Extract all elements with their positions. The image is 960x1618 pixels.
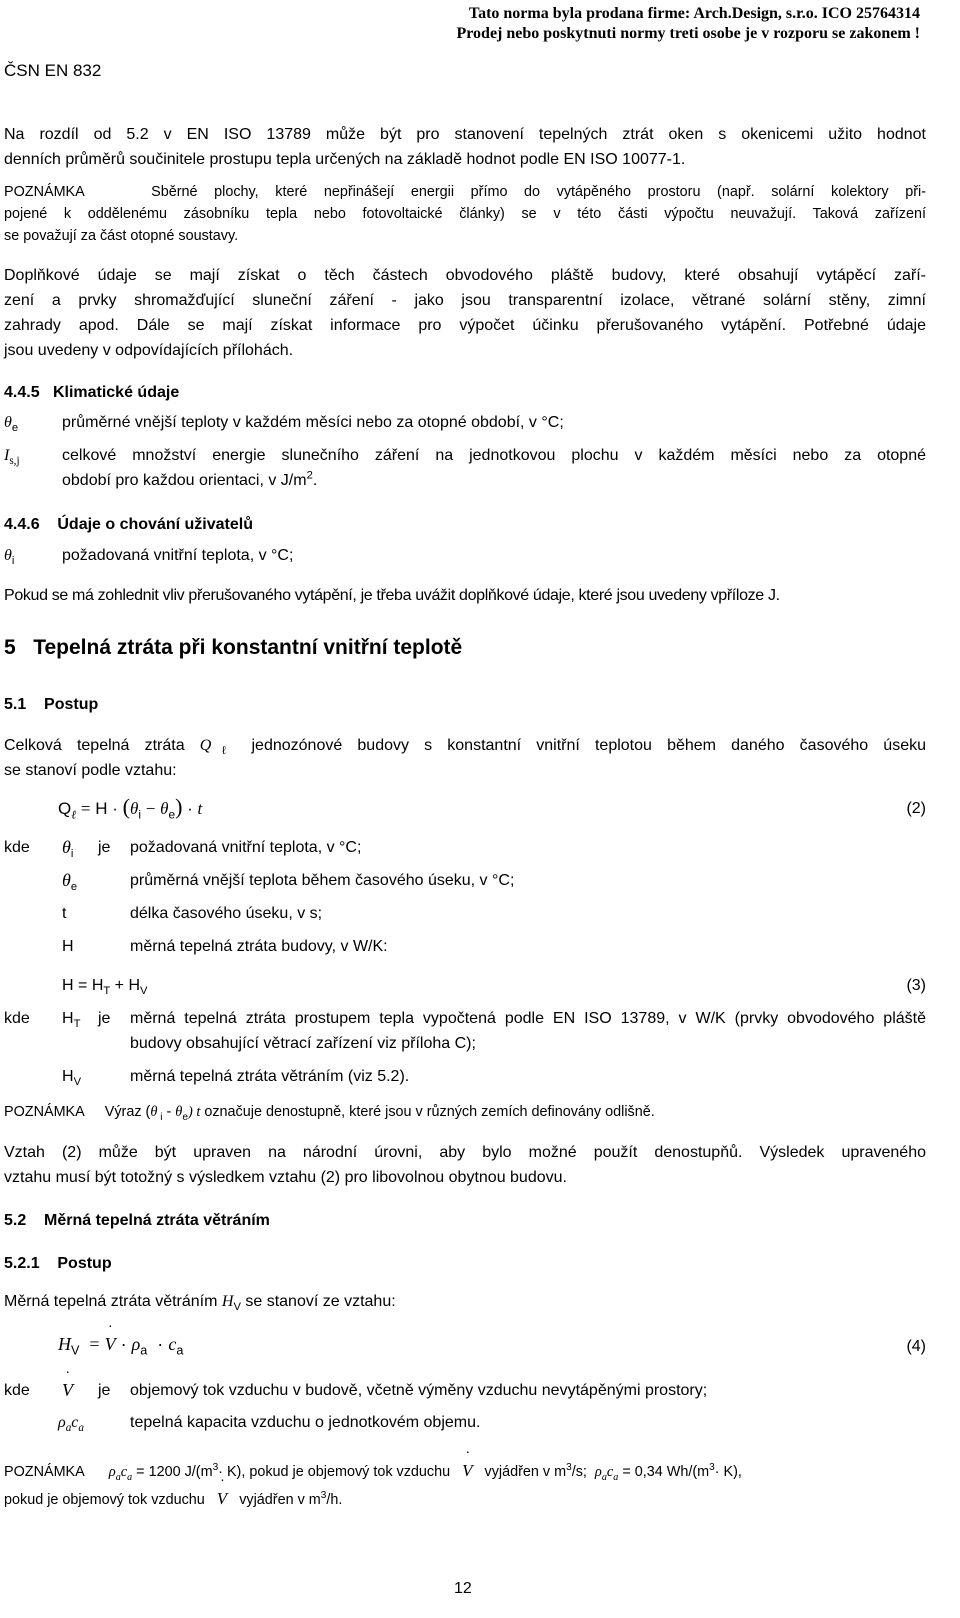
note3-text: · K), [714, 1464, 742, 1480]
subscript: T [103, 985, 111, 998]
theta-symbol: θ [150, 1104, 158, 1120]
subscript: e [11, 422, 19, 435]
superscript: 2 [306, 469, 313, 482]
times-dot: · [112, 799, 118, 818]
note3-text: · K), pokud je objemový tok vzduchu [218, 1464, 451, 1480]
v-dot-symbol: ˙ V [62, 1378, 73, 1403]
symbol-is-j [4, 443, 20, 468]
t-symbol: t [197, 799, 203, 818]
equation-2-number: (2) [906, 800, 926, 817]
section-51-heading [4, 692, 98, 717]
where-hv-desc: měrná tepelná ztráta větráním (viz 5.2). [130, 1068, 410, 1085]
where-sym-3: t [62, 905, 67, 922]
h-symbol: H [62, 977, 74, 994]
note2 [4, 1101, 655, 1123]
superscript: 3 [320, 1490, 327, 1502]
section-52-heading [4, 1208, 270, 1233]
where-desc-1: požadovaná vnitřní teplota, v °C; [130, 839, 362, 856]
sale-notice [160, 4, 920, 44]
subscript: e [70, 881, 78, 894]
note3-text: vyjádřen v m [239, 1492, 321, 1508]
page-number: 12 [454, 1580, 472, 1597]
c-symbol: c [71, 1414, 79, 1431]
superscript: 3 [709, 1462, 715, 1474]
note-label: POZNÁMKA [4, 184, 85, 200]
theta-symbol: θ [62, 837, 71, 857]
section-number: 4.4.6 [4, 516, 40, 533]
c-symbol: c [606, 1464, 614, 1480]
section-title: Tepelná ztráta při konstantní vnitřní teplotě [33, 636, 463, 659]
subscript: s,j [9, 455, 20, 468]
where-v-desc: objemový tok vzduchu v budově, včetně výměny vzduchu nevytápěnými prostory; [130, 1382, 708, 1399]
h-symbol: H [62, 1010, 74, 1027]
paren-close: ) [187, 1104, 197, 1120]
theta-symbol: θ [4, 547, 12, 564]
subscript: i [70, 848, 74, 861]
times-dot: · [157, 1334, 164, 1354]
section-number: 4.4.5 [4, 384, 40, 401]
subscript: a [65, 1422, 72, 1435]
rho-symbol: ρ [131, 1334, 141, 1354]
symbol-theta-i [4, 543, 14, 568]
where-sym-4: H [62, 938, 74, 955]
where-desc-4: měrná tepelná ztráta budovy, v W/K: [130, 938, 388, 955]
v-dot-symbol: ˙ V [462, 1460, 472, 1482]
where-je: je [98, 839, 111, 856]
standard-id: ČSN EN 832 [4, 61, 102, 80]
theta-symbol: θ [160, 799, 169, 818]
section-title: Údaje o chování uživatelů [57, 516, 253, 533]
where-sym-rhoc [58, 1410, 84, 1435]
h-symbol: H [58, 1334, 71, 1354]
theta-symbol: θ [62, 870, 71, 890]
subscript: a [78, 1422, 84, 1435]
times-dot: · [187, 799, 193, 818]
section-number: 5.2 [4, 1212, 27, 1229]
section-446-heading [4, 512, 253, 537]
sale-notice-line-2: Prodej nebo poskytnuti normy treti osobe je v rozporu se zakonem ! [456, 25, 920, 42]
equation-3 [62, 973, 147, 998]
where-ht-desc-1: měrná tepelná ztráta prostupem tepla vypočtená podle EN ISO 13789, v W/K (prvky obvodového pláště [130, 1010, 926, 1027]
where-kde: kde [4, 839, 30, 856]
para-eq2-line-1: Vztah (2) může být upraven na národní úrovni, aby bylo možné použít denostupňů. Výsledek upraveného [4, 1144, 926, 1161]
para-supp-line-3: zahrady apod. Dále se mají získat informace pro výpočet účinku přerušovaného vytápění. Potřebné údaje [4, 317, 926, 334]
subscript: a [613, 1471, 619, 1483]
equals-sign: = [89, 1334, 100, 1354]
section-title: Klimatické údaje [52, 384, 180, 401]
equation-3-number: (3) [906, 977, 926, 994]
is-desc-line-2 [62, 468, 317, 493]
where-desc-2: průměrná vnější teplota během časového úseku, v °C; [130, 872, 515, 889]
note-label: POZNÁMKA [4, 1464, 85, 1480]
subscript: a [127, 1471, 133, 1483]
times-dot: · [120, 1334, 127, 1354]
q-symbol: Q [199, 737, 212, 754]
is-desc-end: . [312, 472, 318, 489]
symbol-theta-e [4, 410, 18, 435]
para-supp-line-4: jsou uvedeny v odpovídajících přílohách. [4, 342, 294, 359]
equation-4-number: (4) [906, 1338, 926, 1355]
subscript: V [73, 1076, 82, 1089]
where-ht-desc-2: budovy obsahující větrací zařízení viz příloha C); [130, 1035, 476, 1052]
where-desc-3: délka časového úseku, v s; [130, 905, 323, 922]
note3-line-1 [4, 1460, 742, 1483]
note1-line-2: pojené k oddělenému zásobníku tepla nebo fotovoltaické články) se v této části výpočtu neuvažují. Taková zařízení [4, 206, 926, 222]
note3-text: vyjádřen v m [484, 1464, 567, 1480]
t-symbol: t [196, 1104, 201, 1120]
note3-text: = 1200 J/(m [136, 1464, 213, 1480]
section-number: 5.2.1 [4, 1255, 40, 1272]
para-supp-line-2: zení a prvky shromažďující sluneční záření - jako jsou transparentní izolace, větrané solární stěny, zimní [4, 292, 926, 309]
section-title: Měrná tepelná ztráta větráním [44, 1212, 270, 1229]
subscript: a [115, 1471, 121, 1483]
minus-sign: − [145, 799, 156, 818]
h-symbol: H [95, 799, 108, 818]
rho-symbol: ρ [58, 1414, 66, 1431]
subscript: e [182, 1111, 188, 1123]
subscript: V [233, 1301, 241, 1314]
is-desc-line-1: celkové množství energie slunečního záření na jednotkovou plochu v každém měsíci nebo za otopné [62, 447, 926, 464]
para-national-line-1: Na rozdíl od 5.2 v EN ISO 13789 může být pro stanovení tepelných ztrát oken s okenicemi užito hodnot [4, 126, 926, 143]
note2-text-a: Výraz ( [104, 1104, 151, 1120]
where-je: je [98, 1382, 111, 1399]
c-symbol: c [120, 1464, 128, 1480]
subscript: ℓ [211, 745, 237, 758]
section-445-heading [4, 380, 179, 405]
subscript: i [11, 555, 15, 568]
section-number: 5.1 [4, 696, 27, 713]
where-sym-1 [62, 835, 73, 861]
where-kde: kde [4, 1010, 30, 1027]
q-symbol: Q [58, 799, 72, 818]
superscript: 3 [212, 1462, 219, 1474]
note3-text: /h. [326, 1492, 343, 1508]
s51-line-1 [4, 733, 926, 758]
section-number: 5 [4, 636, 16, 659]
theta-symbol: θ [175, 1104, 183, 1120]
subscript: a [176, 1343, 184, 1358]
where-sym-v [62, 1378, 73, 1403]
note1-text-1: Sběrné plochy, které nepřinášejí energii přímo do vytápěného prostoru (např. solární kolektory při- [151, 184, 926, 200]
note3-text: pokud je objemový tok vzduchu [4, 1492, 205, 1508]
h-symbol: H [91, 977, 104, 994]
note2-text-c: označuje denostupně, které jsou v různých zemích definovány odlišně. [200, 1104, 655, 1120]
note3-text: /s; [571, 1464, 587, 1480]
section-title: Postup [57, 1255, 112, 1272]
note1-line-3: se považují za část otopné soustavy. [4, 228, 239, 244]
h-symbol: H [128, 977, 141, 994]
para-supp-line-1: Doplňkové údaje se mají získat o těch částech obvodového pláště budovy, které obsahují vytápěcí zaří- [4, 267, 926, 284]
rho-symbol: ρ [594, 1464, 602, 1480]
minus-sign: - [162, 1104, 176, 1120]
v-dot-symbol: ˙ V [105, 1332, 116, 1357]
theta-e-desc: průměrné vnější teploty v každém měsíci nebo za otopné období, v °C; [62, 414, 564, 431]
para-national-line-2: denních průměrů součinitele prostupu tepla určených na základě hodnot podle EN ISO 10077-1. [4, 151, 686, 168]
subscript: a [140, 1343, 148, 1358]
subscript: V [71, 1343, 80, 1358]
where-je: je [98, 1010, 111, 1027]
subscript: i [157, 1111, 163, 1123]
c-symbol: c [168, 1334, 177, 1354]
theta-symbol: θ [4, 414, 12, 431]
para-eq2-line-2: vztahu musí být totožný s výsledkem vztahu (2) pro libovolnou obytnou budovu. [4, 1169, 567, 1186]
note3-line-2 [4, 1488, 342, 1511]
note1-line-1 [4, 181, 926, 203]
i-symbol: I [4, 447, 10, 464]
subscript: i [138, 807, 142, 822]
section-521-heading [4, 1251, 112, 1276]
superscript: 3 [566, 1462, 572, 1474]
equation-2 [58, 794, 202, 821]
plus-sign: + [110, 977, 129, 994]
note3-text: = 0,34 Wh/(m [622, 1464, 710, 1480]
where-rhoc-desc: tepelná kapacita vzduchu o jednotkovém objemu. [130, 1414, 481, 1431]
theta-symbol: θ [130, 799, 139, 818]
s51-text-b: jednozónové budovy s konstantní vnitřní teplotou během daného časového úseku [236, 737, 927, 754]
subscript: T [73, 1018, 81, 1031]
where-sym-ht [62, 1006, 80, 1031]
where-sym-2 [62, 868, 77, 894]
equals-sign: = [80, 799, 91, 818]
theta-i-desc: požadovaná vnitřní teplota, v °C; [62, 547, 294, 564]
subscript: e [168, 807, 176, 822]
s521-text [4, 1289, 396, 1314]
section-title: Postup [44, 696, 99, 713]
sale-notice-line-1: Tato norma byla prodana firme: Arch.Design, s.r.o. ICO 25764314 [468, 5, 920, 22]
h-symbol: H [221, 1293, 234, 1310]
s51-text-a: Celková tepelná ztráta [4, 737, 200, 754]
subscript: ℓ [71, 807, 77, 822]
s51-line-2: se stanoví podle vztahu: [4, 762, 177, 779]
equation-4 [58, 1332, 183, 1357]
paren-open: ( [122, 794, 130, 819]
is-desc-text: období pro každou orientaci, v J/m [62, 472, 307, 489]
rho-symbol: ρ [108, 1464, 116, 1480]
where-kde: kde [4, 1382, 30, 1399]
section-5-heading [4, 636, 462, 660]
subscript: V [140, 985, 148, 998]
equals-sign: = [78, 977, 92, 994]
where-sym-hv [62, 1064, 81, 1089]
paren-close: ) [175, 794, 183, 819]
h-symbol: H [62, 1068, 74, 1085]
para-interrupt: Pokud se má zohlednit vliv přerušovaného vytápění, je třeba uvážit doplňkové údaje, které jsou uvedeny vpříloze J. [4, 587, 780, 604]
s521-text-a: Měrná tepelná ztráta větráním [4, 1293, 222, 1310]
note-label: POZNÁMKA [4, 1104, 85, 1120]
subscript: a [601, 1471, 607, 1483]
s521-text-b: se stanoví ze vztahu: [240, 1293, 396, 1310]
v-dot-symbol: ˙ V [217, 1488, 227, 1510]
